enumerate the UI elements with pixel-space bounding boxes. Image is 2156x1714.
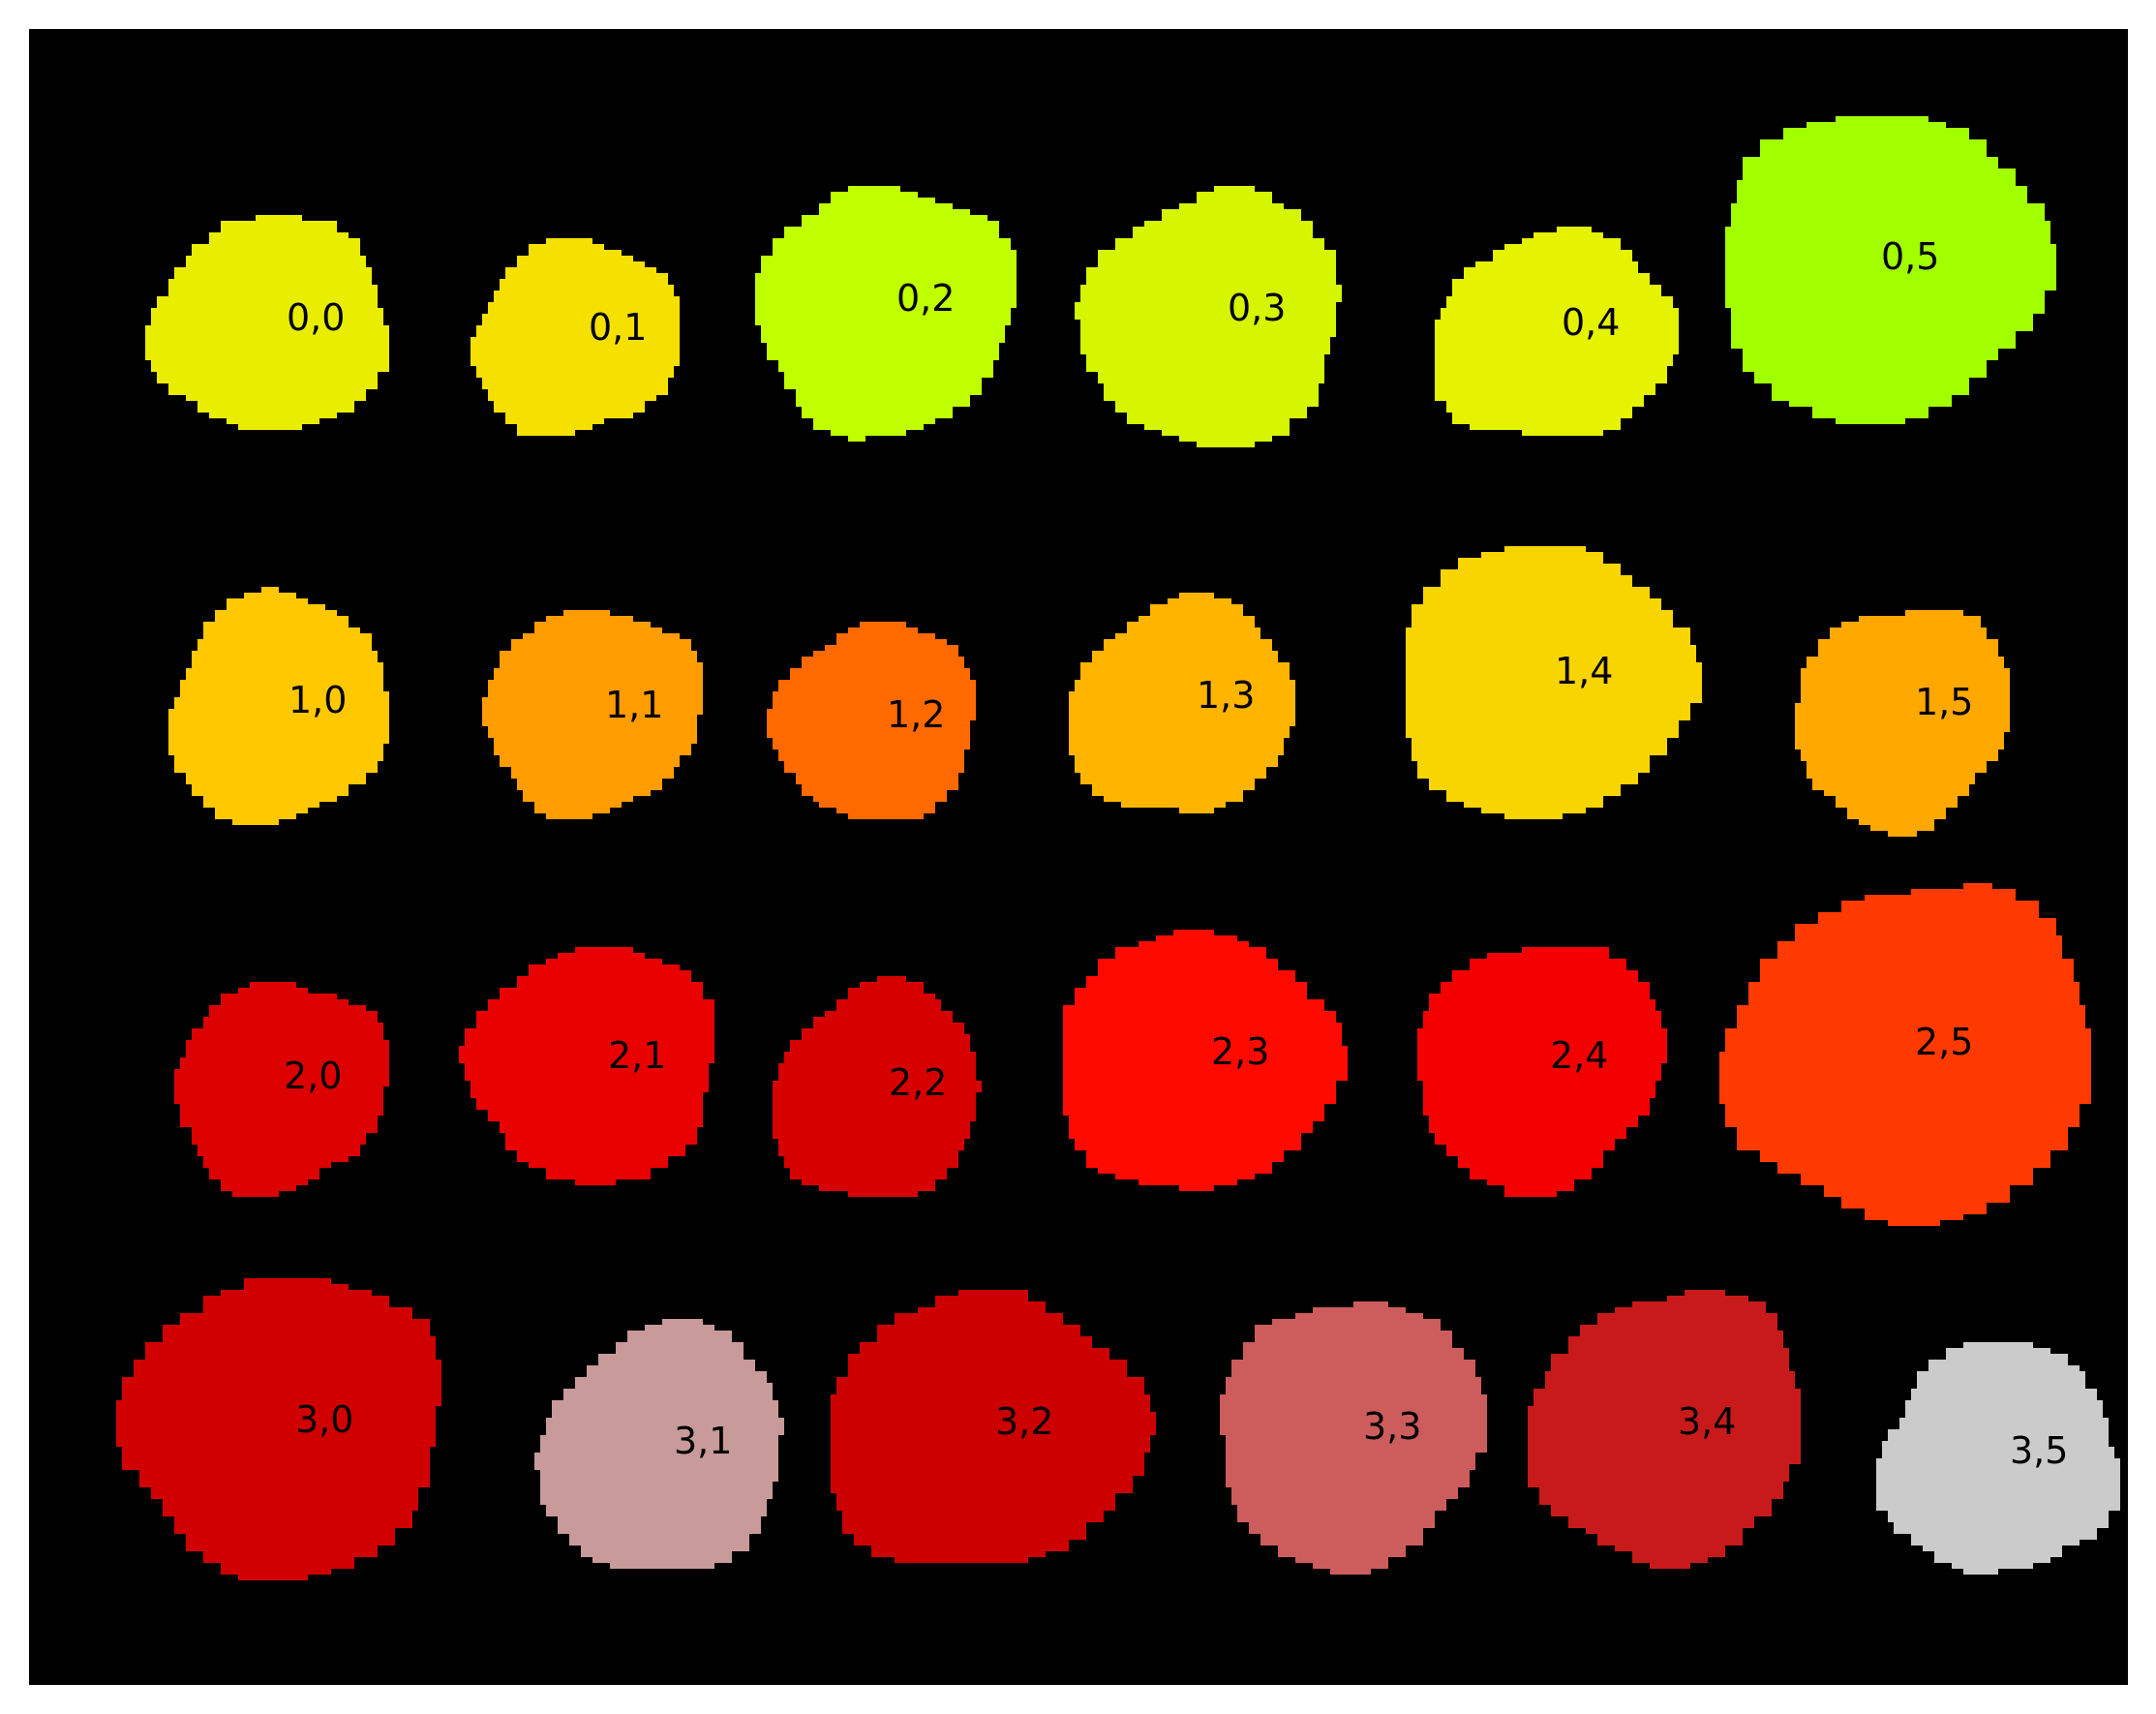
blob-1-3	[1069, 593, 1295, 813]
blob-label-2-1: 2,1	[608, 1034, 667, 1077]
blob-label-3-5: 3,5	[2010, 1429, 2069, 1472]
blob-label-2-3: 2,3	[1211, 1030, 1270, 1073]
blob-1-1	[482, 610, 703, 819]
blob-1-0	[168, 587, 389, 825]
blob-3-1	[534, 1319, 784, 1569]
blob-label-3-4: 3,4	[1678, 1400, 1737, 1443]
blob-2-0	[174, 982, 389, 1197]
blob-1-4	[1406, 546, 1702, 819]
blob-label-1-1: 1,1	[605, 684, 664, 726]
blob-label-0-0: 0,0	[287, 296, 346, 339]
blob-label-2-2: 2,2	[889, 1061, 948, 1104]
blob-3-5	[1876, 1342, 2120, 1575]
blob-0-3	[1075, 186, 1342, 447]
blob-3-4	[1528, 1290, 1801, 1569]
blob-0-0	[145, 215, 389, 430]
blob-label-0-3: 0,3	[1228, 287, 1287, 329]
blob-3-3	[1220, 1301, 1487, 1575]
blob-2-4	[1417, 947, 1667, 1197]
blob-label-3-2: 3,2	[995, 1400, 1054, 1443]
blob-label-2-5: 2,5	[1915, 1021, 1974, 1063]
blob-label-3-3: 3,3	[1363, 1405, 1422, 1448]
blob-label-1-4: 1,4	[1555, 650, 1614, 692]
blob-label-1-5: 1,5	[1915, 681, 1974, 723]
blob-2-5	[1719, 883, 2091, 1226]
blob-label-3-1: 3,1	[674, 1420, 733, 1462]
blob-label-0-2: 0,2	[896, 277, 956, 320]
blob-label-1-3: 1,3	[1197, 674, 1256, 717]
image-panel	[29, 29, 2128, 1685]
blob-label-1-0: 1,0	[288, 679, 348, 721]
blob-2-2	[773, 976, 982, 1197]
blob-0-1	[471, 238, 680, 436]
blob-3-0	[116, 1278, 441, 1580]
blob-label-0-1: 0,1	[589, 306, 648, 349]
blob-label-2-0: 2,0	[284, 1055, 343, 1097]
blob-0-2	[755, 186, 1017, 442]
blob-3-2	[831, 1290, 1156, 1563]
blob-label-3-0: 3,0	[295, 1398, 354, 1441]
blob-2-3	[1063, 930, 1348, 1191]
blob-label-1-2: 1,2	[887, 693, 946, 736]
blob-0-4	[1435, 227, 1679, 436]
blob-label-0-4: 0,4	[1562, 301, 1621, 344]
blob-label-2-4: 2,4	[1550, 1034, 1609, 1077]
blob-label-0-5: 0,5	[1881, 235, 1940, 278]
blob-1-5	[1795, 610, 2010, 837]
blob-2-1	[459, 947, 714, 1185]
